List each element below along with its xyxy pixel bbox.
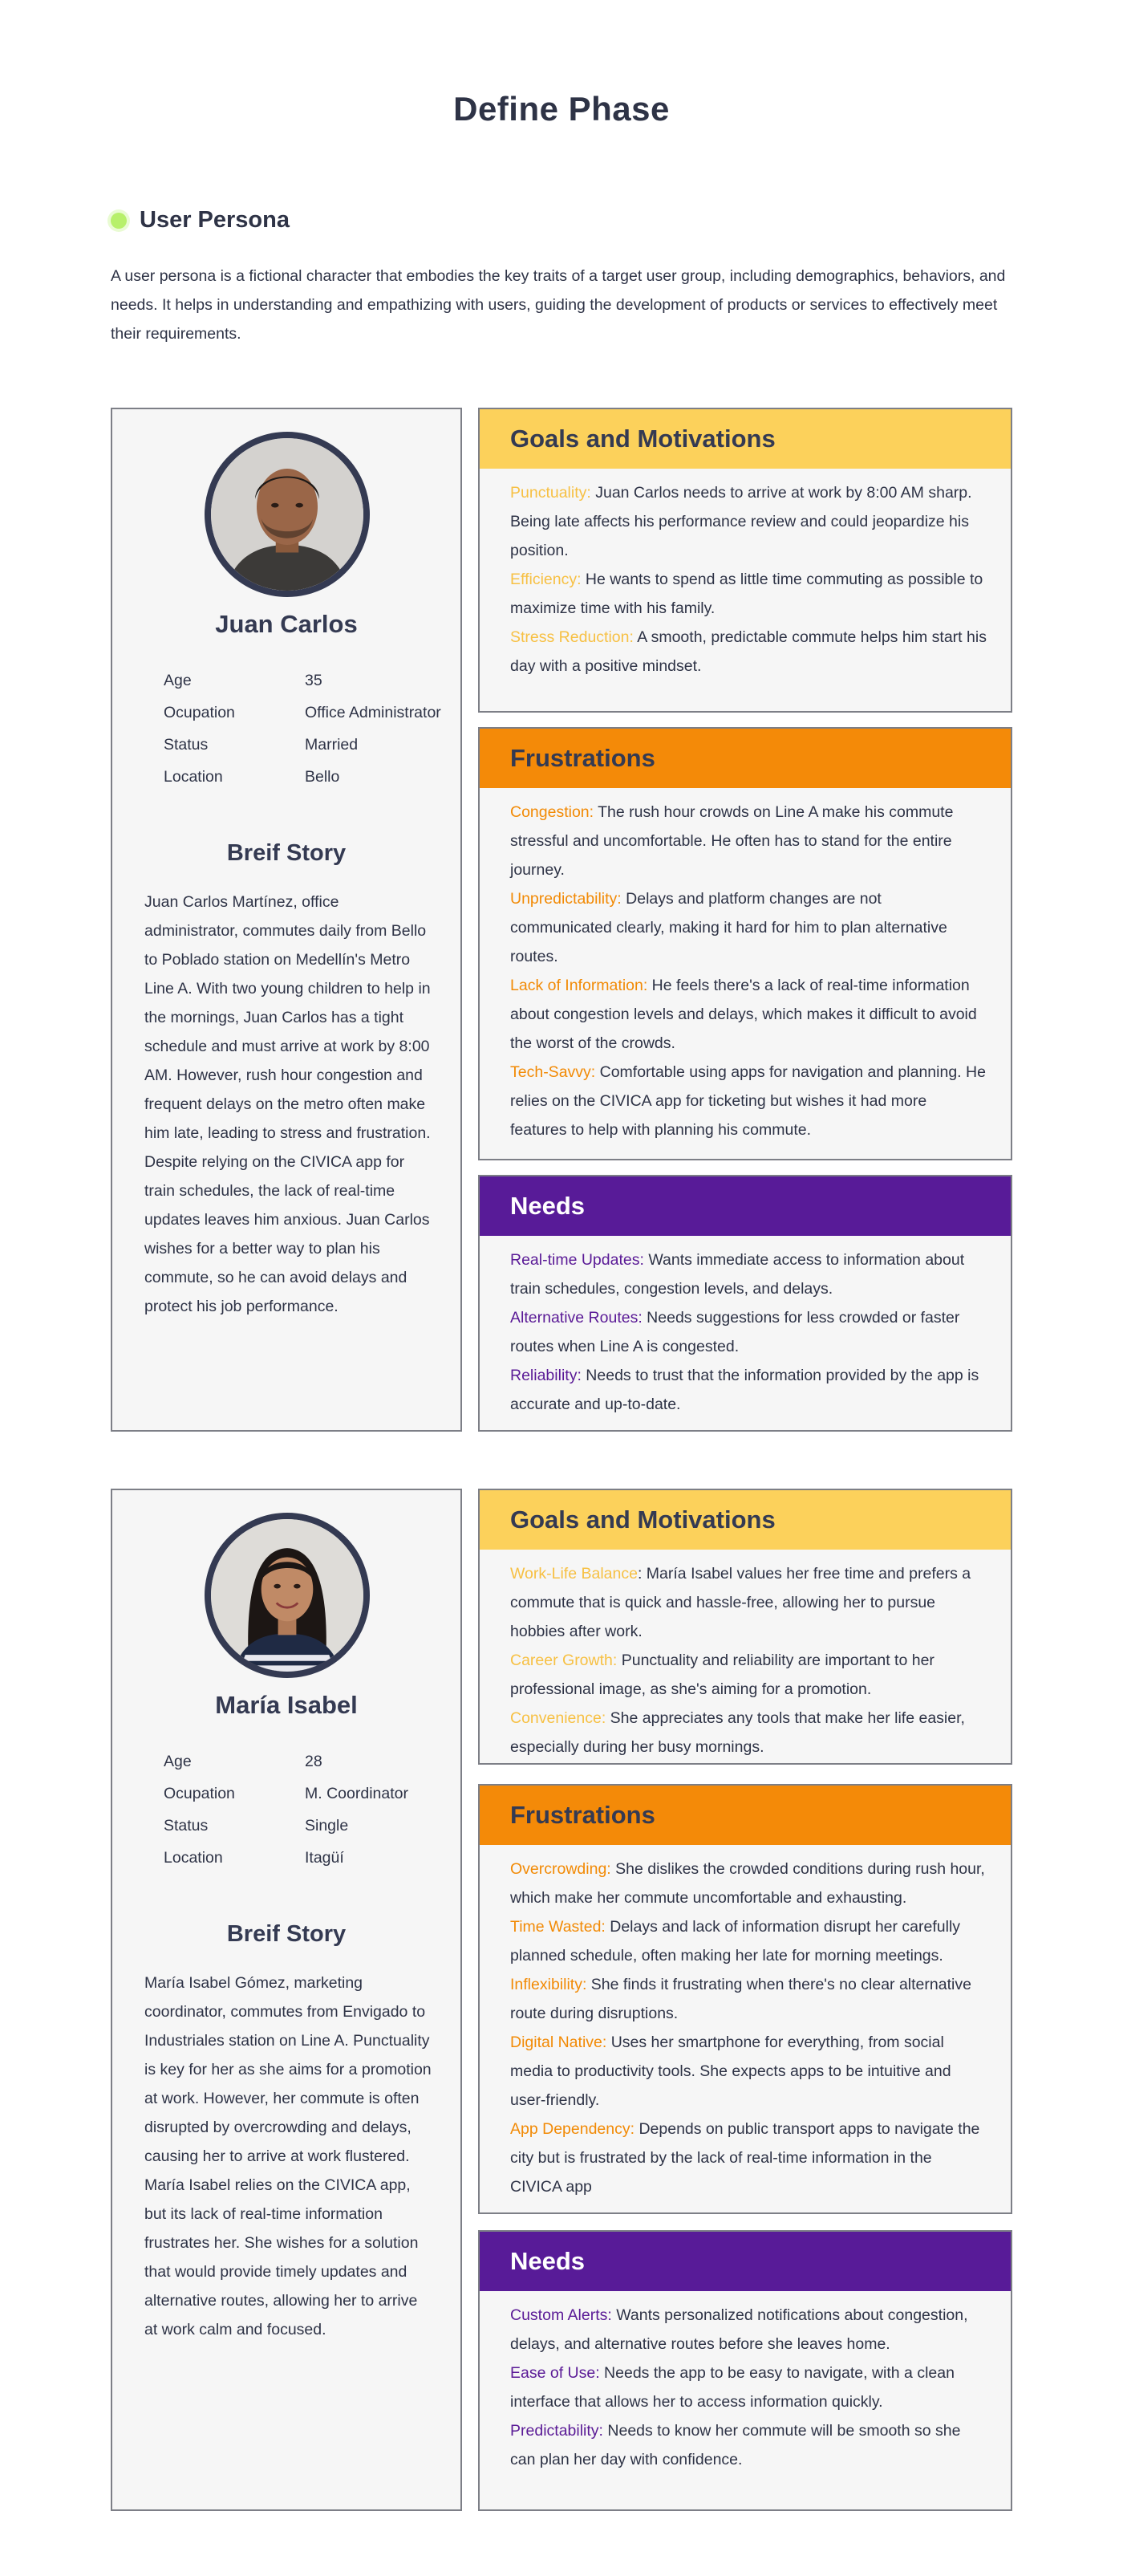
- need-label: Real-time Updates:: [510, 1251, 644, 1269]
- goal-text: He wants to spend as little time commuting as possible to maximize time with his family.: [510, 571, 983, 617]
- fact-label: Age: [164, 1752, 192, 1770]
- need-text: Needs to know her commute will be smooth so she can plan her day with confidence.: [510, 2422, 961, 2468]
- story-text: María Isabel Gómez, marketing coordinator, commutes from Envigado to Industriales station on Line A. Punctuality is key for her as she aims for a promotion at work. However, her commute is often disrupted by overcrowding and delays, causing her to arrive at work flustered. María Isabel relies on the CIVICA app, but its lack of real-time information frustrates her. She wishes for a solution that would provide timely updates and alternative routes, allowing her to arrive at work calm and focused.: [144, 1974, 432, 2338]
- goals-header: Goals and Motivations: [480, 1490, 1011, 1550]
- needs-card: [478, 2230, 1012, 2511]
- need-label: Custom Alerts:: [510, 2306, 612, 2324]
- frustration-text: The rush hour crowds on Line A make his commute stressful and uncomfortable. He often has to stand for the entire journey.: [510, 803, 954, 879]
- fact-row-status: [164, 729, 460, 761]
- persona-facts: [164, 1745, 460, 1874]
- bullet-dot-icon: [111, 213, 127, 229]
- frustrations-body: [480, 788, 1011, 1144]
- frustration-label: Digital Native:: [510, 2034, 607, 2051]
- need-text: Needs suggestions for less crowded or faster routes when Line A is congested.: [510, 1309, 960, 1355]
- need-text: Wants personalized notifications about congestion, delays, and alternative routes before she leaves home.: [510, 2306, 968, 2353]
- goal-text: Juan Carlos needs to arrive at work by 8:00 AM sharp. Being late affects his performance review and could jeopardize his position.: [510, 484, 972, 559]
- goal-label: Work-Life Balance: [510, 1565, 638, 1583]
- section-heading: [111, 207, 290, 234]
- fact-value: Bello: [305, 767, 340, 786]
- need-text: Needs to trust that the information provided by the app is accurate and up-to-date.: [510, 1367, 979, 1413]
- frustration-label: Time Wasted:: [510, 1918, 606, 1936]
- fact-value: Office Administrator: [305, 703, 441, 721]
- section-title: User Persona: [140, 207, 290, 233]
- frustration-text: Uses her smartphone for everything, from social media to productivity tools. She expects apps to be intuitive and user-friendly.: [510, 2034, 951, 2109]
- fact-label: Ocupation: [164, 1784, 235, 1802]
- fact-label: Ocupation: [164, 703, 235, 721]
- frustration-text: She dislikes the crowded conditions during rush hour, which make her commute uncomfortable and exhausting.: [510, 1860, 985, 1907]
- need-label: Alternative Routes:: [510, 1309, 643, 1327]
- avatar: [205, 1513, 370, 1678]
- fact-label: Age: [164, 671, 192, 689]
- needs-card: [478, 1175, 1012, 1432]
- frustration-label: Tech-Savvy:: [510, 1063, 596, 1081]
- fact-row-age: [164, 1745, 460, 1778]
- fact-row-location: [164, 1842, 460, 1874]
- man-portrait-icon: [211, 438, 363, 591]
- fact-value: Married: [305, 735, 359, 754]
- frustration-text: Delays and platform changes are not communicated clearly, making it hard for him to plan alternative routes.: [510, 890, 947, 965]
- persona-profile-card: [111, 408, 462, 1432]
- fact-label: Location: [164, 1848, 223, 1867]
- page-title-text: Define Phase: [453, 90, 670, 128]
- fact-value: Single: [305, 1816, 349, 1834]
- frustration-text: She finds it frustrating when there's no clear alternative route during disruptions.: [510, 1976, 971, 2022]
- goal-label: Punctuality:: [510, 484, 591, 502]
- page-title: [429, 90, 694, 128]
- story-title: Breif Story: [226, 840, 347, 866]
- frustration-text: He feels there's a lack of real-time information about congestion levels and delays, which makes it difficult to avoid the worst of the crowds.: [510, 977, 977, 1052]
- need-text: Wants immediate access to information about train schedules, congestion levels, and delays.: [510, 1251, 965, 1298]
- goal-label: Career Growth:: [510, 1652, 618, 1669]
- frustration-label: Lack of Information:: [510, 977, 648, 994]
- persona-name: Juan Carlos: [215, 610, 358, 638]
- persona-name: María Isabel: [215, 1691, 358, 1719]
- goal-text: Punctuality and reliability are important to her professional image, as she's aiming for a promotion.: [510, 1652, 934, 1698]
- frustrations-card: [478, 1784, 1012, 2214]
- story-title: Breif Story: [226, 1921, 347, 1947]
- goal-text: She appreciates any tools that make her life easier, especially during her busy mornings.: [510, 1709, 965, 1756]
- fact-value: Itagüí: [305, 1848, 344, 1867]
- frustration-label: Unpredictability:: [510, 890, 622, 908]
- goals-body: [480, 469, 1011, 681]
- needs-body: [480, 1236, 1011, 1419]
- frustrations-card: [478, 727, 1012, 1160]
- goals-header: Goals and Motivations: [480, 409, 1011, 469]
- need-label: Ease of Use:: [510, 2364, 600, 2382]
- frustrations-body: [480, 1845, 1011, 2201]
- goal-label: Convenience:: [510, 1709, 606, 1727]
- goals-card: [478, 1489, 1012, 1765]
- needs-body: [480, 2291, 1011, 2474]
- avatar: [205, 432, 370, 597]
- frustration-label: App Dependency:: [510, 2120, 635, 2138]
- woman-portrait-icon: [211, 1519, 363, 1672]
- frustration-text: Comfortable using apps for navigation and planning. He relies on the CIVICA app for ticketing but wishes it had more features to help with planning his commute.: [510, 1063, 986, 1139]
- goal-text: A smooth, predictable commute helps him start his day with a positive mindset.: [510, 628, 987, 675]
- page-header: [0, 90, 1123, 128]
- goal-label: Stress Reduction:: [510, 628, 634, 646]
- frustration-label: Inflexibility:: [510, 1976, 587, 1993]
- goals-body: [480, 1550, 1011, 1761]
- persona-facts: [164, 664, 460, 793]
- fact-row-occupation: [164, 1778, 460, 1810]
- needs-header: Needs: [480, 1176, 1011, 1236]
- fact-label: Status: [164, 735, 209, 754]
- fact-value: M. Coordinator: [305, 1784, 408, 1802]
- fact-row-status: [164, 1810, 460, 1842]
- fact-value: 35: [305, 671, 322, 689]
- frustration-text: Delays and lack of information disrupt her carefully planned schedule, often making her late for morning meetings.: [510, 1918, 961, 1965]
- need-label: Predictability:: [510, 2422, 603, 2440]
- frustrations-header: Frustrations: [480, 729, 1011, 788]
- need-label: Reliability:: [510, 1367, 582, 1384]
- frustration-text: Depends on public transport apps to navigate the city but is frustrated by the lack of real-time information in the CIVICA app: [510, 2120, 980, 2196]
- story-text: Juan Carlos Martínez, office administrator, commutes daily from Bello to Poblado station on Medellín's Metro Line A. With two young children to help in the mornings, Juan Carlos has a tight schedule and must arrive at work by 8:00 AM. However, rush hour congestion and frequent delays on the metro often make him late, leading to stress and frustration. Despite relying on the CIVICA app for train schedules, the lack of real-time updates leaves him anxious. Juan Carlos wishes for a better way to plan his commute, so he can avoid delays and protect his job performance.: [144, 893, 431, 1315]
- needs-header: Needs: [480, 2232, 1011, 2291]
- fact-row-age: [164, 664, 460, 697]
- fact-label: Status: [164, 1816, 209, 1834]
- frustration-label: Congestion:: [510, 803, 594, 821]
- goal-text: : María Isabel values her free time and prefers a commute that is quick and hassle-free, allowing her to pursue hobbies after work.: [510, 1565, 971, 1640]
- need-text: Needs the app to be easy to navigate, with a clean interface that allows her to access information quickly.: [510, 2364, 955, 2411]
- goal-label: Efficiency:: [510, 571, 582, 588]
- persona-profile-card: [111, 1489, 462, 2511]
- frustrations-header: Frustrations: [480, 1786, 1011, 1845]
- fact-row-location: [164, 761, 460, 793]
- fact-label: Location: [164, 767, 223, 786]
- fact-row-occupation: [164, 697, 460, 729]
- intro-paragraph: A user persona is a fictional character that embodies the key traits of a target user group, including demographics, behaviors, and needs. It helps in understanding and empathizing with users, guiding the development of products or services to effectively meet their requirements.: [111, 267, 1006, 343]
- goals-card: [478, 408, 1012, 713]
- fact-value: 28: [305, 1752, 322, 1770]
- frustration-label: Overcrowding:: [510, 1860, 611, 1878]
